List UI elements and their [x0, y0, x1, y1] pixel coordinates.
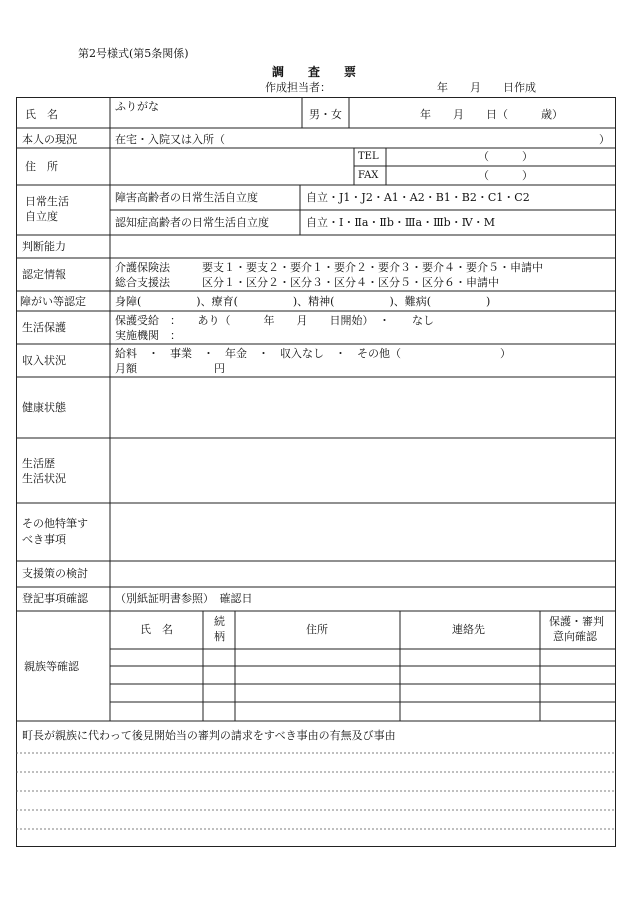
relatives-col-contact: 連絡先: [452, 623, 485, 636]
tel-paren: （ ）: [478, 150, 533, 163]
history-label-2: 生活状況: [22, 472, 66, 485]
history-label-1: 生活歴: [22, 457, 55, 470]
elderly-independence-label: 障害高齢者の日常生活自立度: [115, 191, 258, 204]
survey-form: [16, 97, 616, 847]
income-label: 収入状況: [22, 354, 66, 367]
registry-label: 登記事項確認: [22, 592, 88, 605]
independence-label-1: 日常生活: [25, 195, 69, 208]
relatives-col-relation-1: 続: [214, 615, 225, 628]
birth-date: 年 月 日（ 歳）: [420, 108, 563, 121]
relatives-col-address: 住所: [306, 623, 328, 636]
fax-paren: （ ）: [478, 169, 533, 182]
fax-label: FAX: [358, 170, 379, 181]
certification-label: 認定情報: [22, 268, 66, 281]
welfare-label: 生活保護: [22, 321, 66, 334]
author-label: 作成担当者：: [265, 81, 331, 94]
form-number: 第2号様式(第5条関係): [78, 47, 189, 60]
care-insurance-options: 要支１・要支２・要介１・要介２・要介３・要介４・要介５・申請中: [202, 261, 543, 274]
elderly-independence-options: 自立・J1・J2・A1・A2・B1・B2・C1・C2: [306, 191, 530, 204]
disability-label: 障がい等認定: [20, 295, 86, 308]
support-act-label: 総合支援法: [115, 276, 170, 289]
address-label: 住 所: [25, 160, 58, 173]
support-plan-label: 支援策の検討: [22, 567, 88, 580]
welfare-line-2: 実施機関 ：: [115, 329, 181, 342]
relatives-col-consent-2: 意向確認: [553, 630, 597, 643]
date-created: 年 月 日作成: [437, 81, 536, 94]
status-label: 本人の現況: [22, 133, 77, 146]
welfare-line-1: 保護受給 ： あり（ 年 月 日開始） ・ なし: [115, 314, 434, 327]
relatives-col-consent-1: 保護・審判: [549, 615, 604, 628]
income-line-1: 給料 ・ 事業 ・ 年金 ・ 収入なし ・ その他（ ）: [115, 347, 511, 360]
tel-label: TEL: [358, 151, 379, 162]
other-label-2: べき事項: [22, 533, 66, 546]
relatives-label: 親族等確認: [24, 660, 79, 673]
name-label: 氏 名: [25, 108, 58, 121]
reason-label: 町長が親族に代わって後見開始当の審判の請求をすべき事由の有無及び事由: [22, 729, 396, 742]
support-act-options: 区分１・区分２・区分３・区分４・区分５・区分６・申請中: [202, 276, 499, 289]
relatives-col-name: 氏 名: [140, 623, 173, 636]
page-title: 調 査 票: [272, 65, 357, 79]
sex-options: 男・女: [309, 108, 342, 121]
income-line-2: 月額 円: [115, 362, 225, 375]
care-insurance-label: 介護保険法: [115, 261, 170, 274]
relatives-col-relation-2: 柄: [214, 630, 225, 643]
other-label-1: その他特筆す: [22, 517, 88, 530]
dementia-independence-label: 認知症高齢者の日常生活自立度: [115, 216, 269, 229]
disability-text: 身障( )、療育( )、精神( )、難病( ): [115, 295, 491, 308]
health-label: 健康状態: [22, 401, 66, 414]
status-close: ）: [599, 133, 610, 146]
furigana-label: ふりがな: [115, 100, 159, 113]
registry-text: （別紙証明書参照） 確認日: [115, 592, 253, 605]
independence-label-2: 自立度: [25, 210, 58, 223]
dementia-independence-options: 自立・Ⅰ・Ⅱa・Ⅱb・Ⅲa・Ⅲb・Ⅳ・M: [306, 216, 495, 229]
status-text: 在宅・入院又は入所（: [115, 133, 225, 146]
judgment-label: 判断能力: [22, 240, 66, 253]
